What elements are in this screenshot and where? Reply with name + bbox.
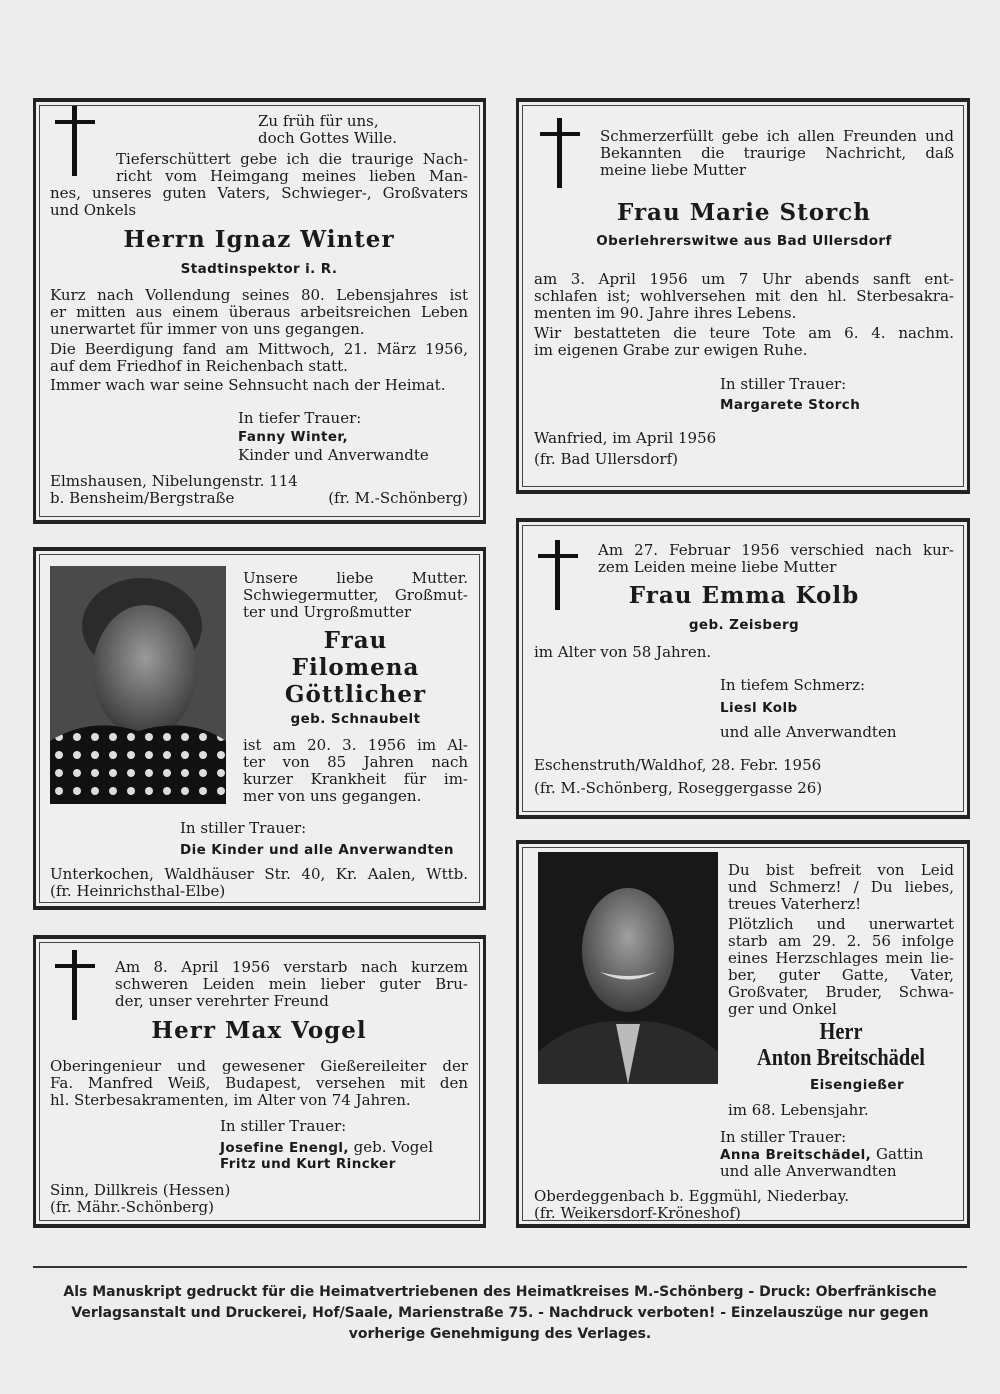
mourner-name: Die Kinder und alle Anverwandten <box>180 842 454 858</box>
notice-text: ber, guter Gatte, Vater, <box>728 966 954 984</box>
mourner-name: Fritz und Kurt Rincker <box>220 1156 396 1172</box>
deceased-name: Göttlicher <box>284 681 427 708</box>
deceased-name: Frau <box>323 627 388 654</box>
notice-intro: Unsere liebe Mutter. <box>243 569 468 587</box>
deceased-name: Anton Breitschädel <box>757 1045 925 1071</box>
mourning-label: In stiller Trauer: <box>220 1117 347 1135</box>
notice-text: kurzer Krankheit für im- <box>243 770 468 788</box>
mourning-label: In stiller Trauer: <box>180 819 307 837</box>
birth-name: geb. Zeisberg <box>688 617 800 633</box>
deceased-name: Frau Marie Storch <box>617 199 871 226</box>
notice-text: schlafen ist; wohlversehen mit den hl. Sterbesakra- <box>534 287 954 305</box>
notice-intro: schweren Leiden mein lieber guter Bru- <box>115 975 468 993</box>
notice-text: und Onkels <box>50 201 137 219</box>
cross-icon <box>540 118 580 188</box>
notice-text: ger und Onkel <box>728 1000 837 1018</box>
notice-text: unerwartet für immer von uns gegangen. <box>50 320 365 338</box>
origin: (fr. Mähr.-Schönberg) <box>50 1198 214 1216</box>
mourner-first: Anna Breitschädel, <box>720 1147 872 1163</box>
footer-rule <box>33 1266 967 1268</box>
notice-text: hl. Sterbesakramenten, im Alter von 74 Jahren. <box>50 1091 411 1109</box>
origin: (fr. M.-Schönberg) <box>328 489 468 507</box>
notice-text: Tieferschüttert gebe ich die traurige Nach- <box>116 150 468 168</box>
deceased-name: Frau Emma Kolb <box>628 582 860 609</box>
notice-text: Immer wach war seine Sehnsucht nach der Heimat. <box>50 376 446 394</box>
notice-text: im 68. Lebensjahr. <box>728 1101 869 1119</box>
origin: (fr. Bad Ullersdorf) <box>534 450 678 468</box>
notice-intro: Schwiegermutter, Großmut- <box>243 586 468 604</box>
notice-text: Plötzlich und unerwartet <box>728 915 954 933</box>
notice-text: im eigenen Grabe zur ewigen Ruhe. <box>534 341 808 359</box>
mourning-label: In tiefer Trauer: <box>238 409 362 427</box>
notice-text: Kurz nach Vollendung seines 80. Lebensjahres ist <box>50 286 468 304</box>
notice-intro: doch Gottes Wille. <box>258 129 398 147</box>
cross-icon <box>55 950 95 1020</box>
notice-text: nes, unseres guten Vaters, Schwieger-, Großvaters <box>50 184 468 202</box>
deceased-name: Herrn Ignaz Winter <box>123 226 395 253</box>
origin: (fr. Weikersdorf-Kröneshof) <box>534 1204 741 1222</box>
notice-intro: zem Leiden meine liebe Mutter <box>598 558 837 576</box>
origin: (fr. Heinrichsthal-Elbe) <box>50 882 226 900</box>
mourning-label: In stiller Trauer: <box>720 375 847 393</box>
address: Oberdeggenbach b. Eggmühl, Niederbay. <box>534 1187 849 1205</box>
mourner-birth: geb. Vogel <box>353 1138 434 1156</box>
address: Wanfried, im April 1956 <box>534 429 717 447</box>
notice-text: richt vom Heimgang meines lieben Man- <box>116 167 468 185</box>
origin: (fr. M.-Schönberg, Roseggergasse 26) <box>534 779 823 797</box>
deceased-title: Oberlehrerswitwe aus Bad Ullersdorf <box>596 233 892 249</box>
address: Sinn, Dillkreis (Hessen) <box>50 1181 231 1199</box>
mourner-name: Margarete Storch <box>720 397 861 413</box>
notice-intro: Du bist befreit von Leid <box>728 861 954 879</box>
notice-text: ist am 20. 3. 1956 im Al- <box>243 736 468 754</box>
notice-text: ter von 85 Jahren nach <box>243 753 468 771</box>
notice-text: er mitten aus einem überaus arbeitsreichen Leben <box>50 303 468 321</box>
notice-text: Oberingenieur und gewesener Gießereileiter der <box>50 1057 468 1075</box>
deceased-name: Filomena <box>291 654 420 681</box>
notice-intro: der, unser verehrter Freund <box>115 992 329 1010</box>
address: Unterkochen, Waldhäuser Str. 40, Kr. Aalen, Wttb. <box>50 865 468 883</box>
notice-intro: Am 27. Februar 1956 verschied nach kur- <box>598 541 954 559</box>
address: Eschenstruth/Waldhof, 28. Febr. 1956 <box>534 756 822 774</box>
imprint-line: Als Manuskript gedruckt für die Heimatvertriebenen des Heimatkreises M.-Schönberg - Druck: Oberfränkische <box>63 1284 937 1300</box>
notice-text: Großvater, Bruder, Schwa- <box>728 983 954 1001</box>
notice-intro: treues Vaterherz! <box>728 895 862 913</box>
mourning-label: In tiefem Schmerz: <box>720 676 866 694</box>
portrait-photo <box>538 852 718 1084</box>
notice-intro: Schmerzerfüllt gebe ich allen Freunden und <box>600 127 954 145</box>
address: Elmshausen, Nibelungenstr. 114 <box>50 472 298 490</box>
deceased-name: Herr Max Vogel <box>151 1017 367 1044</box>
mourner-name: und alle Anverwandten <box>720 723 897 741</box>
notice-text: mer von uns gegangen. <box>243 787 422 805</box>
notice-intro: ter und Urgroßmutter <box>243 603 412 621</box>
notice-intro: Bekannten die traurige Nachricht, daß <box>600 144 954 162</box>
mourning-label: In stiller Trauer: <box>720 1128 847 1146</box>
address: b. Bensheim/Bergstraße <box>50 489 235 507</box>
portrait-photo <box>50 566 226 804</box>
mourner-name: Kinder und Anverwandte <box>238 446 429 464</box>
mourner-first: Josefine Enengl, <box>220 1140 349 1156</box>
mourner-name: Fanny Winter, <box>238 429 349 445</box>
deceased-profession: Eisengießer <box>809 1077 905 1093</box>
cross-icon <box>55 106 95 176</box>
notice-text: Fa. Manfred Weiß, Budapest, versehen mit den <box>50 1074 468 1092</box>
notice-intro: meine liebe Mutter <box>600 161 747 179</box>
mourner-name <box>720 1146 923 1163</box>
mourner-name <box>220 1139 433 1156</box>
imprint-line: Verlagsanstalt und Druckerei, Hof/Saale, Marienstraße 75. - Nachdruck verboten! - Einzelauszüge nur gegen <box>71 1305 929 1321</box>
mourner-relation: Gattin <box>875 1145 924 1163</box>
notice-text: eines Herzschlages mein lie- <box>728 949 954 967</box>
deceased-name: Herr <box>819 1019 863 1045</box>
imprint-line: vorherige Genehmigung des Verlages. <box>348 1326 652 1342</box>
notice-text: Wir bestatteten die teure Tote am 6. 4. nachm. <box>534 324 954 342</box>
notice-text: Die Beerdigung fand am Mittwoch, 21. März 1956, <box>50 340 468 358</box>
notice-intro: Am 8. April 1956 verstarb nach kurzem <box>115 958 468 976</box>
mourner-name: und alle Anverwandten <box>720 1162 897 1180</box>
notice-intro: und Schmerz! / Du liebes, <box>728 878 954 896</box>
deceased-title: Stadtinspektor i. R. <box>180 261 338 277</box>
birth-name: geb. Schnaubelt <box>290 711 421 727</box>
notice-text: im Alter von 58 Jahren. <box>534 643 712 661</box>
mourner-name: Liesl Kolb <box>720 700 798 716</box>
notice-text: starb am 29. 2. 56 infolge <box>728 932 954 950</box>
notice-text: auf dem Friedhof in Reichenbach statt. <box>50 357 348 375</box>
notice-text: am 3. April 1956 um 7 Uhr abends sanft ent- <box>534 270 954 288</box>
notice-text: menten im 90. Jahre ihres Lebens. <box>534 304 797 322</box>
notice-intro: Zu früh für uns, <box>258 112 379 130</box>
